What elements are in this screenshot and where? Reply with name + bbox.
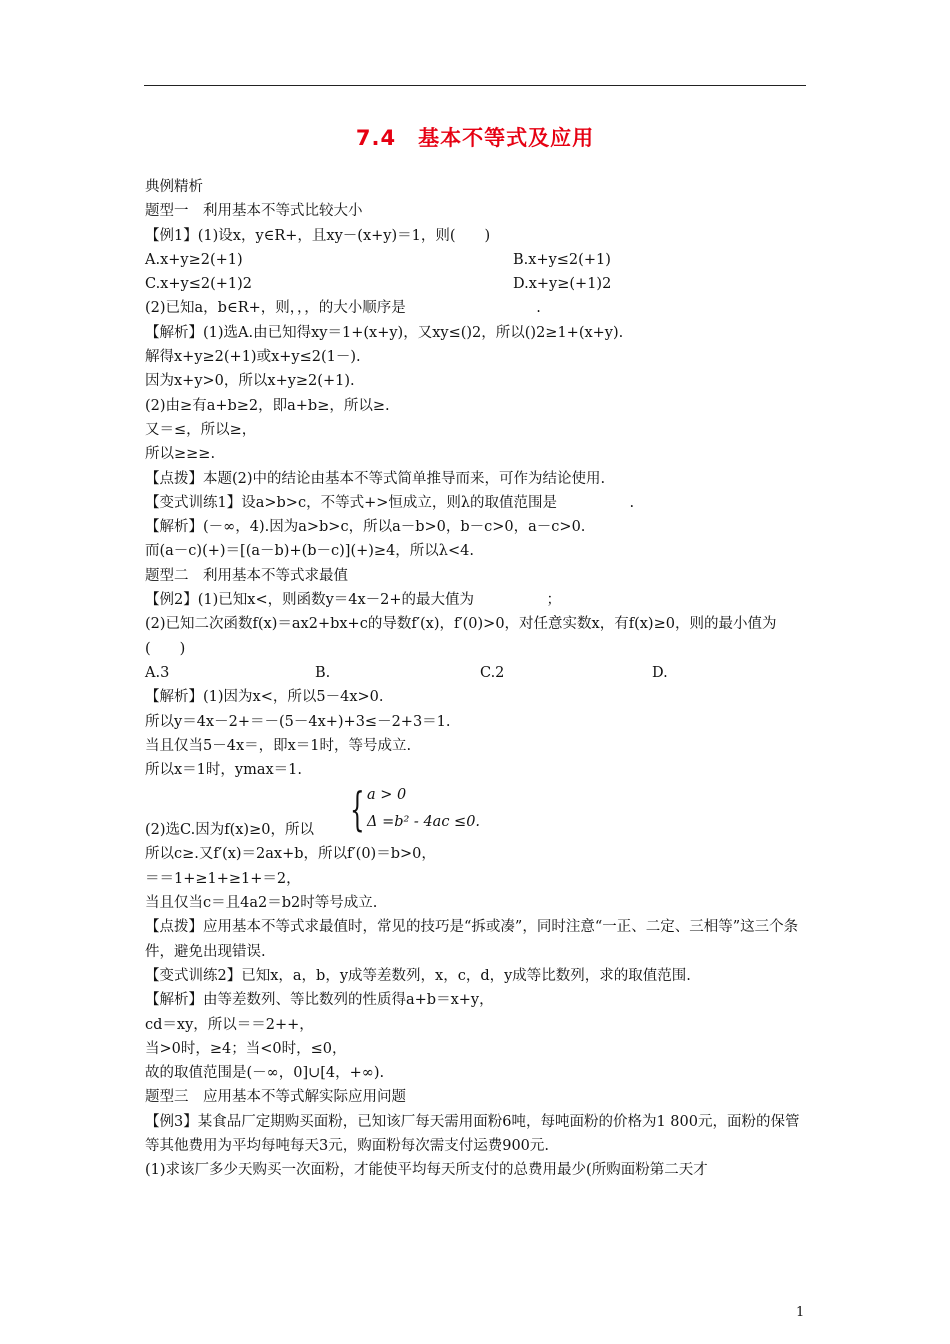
solution-line: 【解析】(－∞，4).因为a>b>c，所以a－b>0，b－c>0，a－c>0.: [145, 519, 586, 536]
example-1-part-2: (2)已知a，b∈R+，则，，，的大小顺序是 .: [145, 300, 541, 317]
solution-line: 因为x+y>0，所以x+y≥2(+1).: [145, 373, 355, 390]
example-3-question: 【例3】某食品厂定期购买面粉，已知该厂每天需用面粉6吨，每吨面粉的价格为1 800元，面粉的保管等其他费用为平均每吨每天3元，购面粉每次需支付运费900元.: [145, 1113, 800, 1154]
topic-three-heading: 题型三 应用基本不等式解实际应用问题: [145, 1089, 406, 1106]
example-2-part-2: (2)已知二次函数f(x)＝ax2+bx+c的导数f′(x)，f′(0)>0，对任意实数x，有f(x)≥0，则的最小值为( ): [145, 616, 777, 657]
example-3-part-1: (1)求该厂多少天购买一次面粉，才能使平均每天所支付的总费用最少(所购面粉第二天才: [145, 1162, 708, 1179]
option-c: C.2: [480, 664, 505, 681]
solution-line: 当且仅当5－4x＝，即x＝1时，等号成立.: [145, 737, 412, 754]
header-rule: [144, 85, 806, 86]
solution-line: 故的取值范围是(－∞，0]∪[4，+∞).: [145, 1065, 385, 1082]
option-a: A.x+y≥2(+1): [145, 251, 243, 268]
solution-line: cd＝xy，所以＝＝2++，: [145, 1016, 314, 1033]
inequality-system: [145, 782, 810, 842]
solution-line: 当>0时，≥4；当<0时，≤0，: [145, 1040, 347, 1057]
solution-line: 所以≥≥≥.: [145, 446, 216, 463]
left-brace: {: [350, 782, 365, 837]
system-lead-text: (2)选C.因为f(x)≥0，所以: [145, 822, 314, 839]
system-equation-2: Δ =b² - 4ac ≤0.: [367, 814, 481, 831]
document-body: [145, 175, 810, 1183]
solution-line: 【解析】(1)因为x<，所以5－4x>0.: [145, 689, 384, 706]
solution-line: 所以y＝4x－2+＝－(5－4x+)+3≤－2+3＝1.: [145, 713, 451, 730]
solution-line: (2)由≥有a+b≥2，即a+b≥，所以≥.: [145, 397, 390, 414]
heading-examples: 典例精析: [145, 179, 203, 195]
example-2-question: 【例2】(1)已知x<，则函数y＝4x－2+的最大值为 ；: [145, 592, 562, 609]
remark-line: 【点拨】应用基本不等式求最值时，常见的技巧是“拆或凑”，同时注意“一正、二定、三相等”这三个条件，避免出现错误.: [145, 919, 799, 960]
option-d: D.x+y≥(+1)2: [513, 276, 612, 293]
solution-line: ＝＝1+≥1+≥1+＝2，: [145, 870, 301, 887]
solution-line: 【解析】由等差数列、等比数列的性质得a+b＝x+y，: [145, 992, 494, 1009]
example-2-options: [145, 661, 810, 685]
section-title: 7.4 基本不等式及应用: [355, 126, 595, 150]
remark-line: 【点拨】本题(2)中的结论由基本不等式简单推导而来，可作为结论使用.: [145, 470, 606, 487]
option-b: B.x+y≤2(+1): [513, 251, 611, 268]
exercise-2: 【变式训练2】已知x，a，b，y成等差数列，x，c，d，y成等比数列，求的取值范围.: [145, 967, 691, 984]
solution-line: 所以c≥.又f′(x)＝2ax+b，所以f′(0)＝b>0，: [145, 846, 436, 863]
exercise-1: 【变式训练1】设a>b>c，不等式+>恒成立，则λ的取值范围是 .: [145, 494, 635, 511]
page-number: 1: [796, 1305, 805, 1320]
topic-one-heading: 题型一 利用基本不等式比较大小: [145, 203, 363, 220]
solution-line: 解得x+y≥2(+1)或x+y≤2(1－).: [145, 349, 361, 366]
option-a: A.3: [145, 664, 170, 681]
solution-line: 而(a－c)(+)＝[(a－b)+(b－c)](+)≥4，所以λ<4.: [145, 543, 474, 560]
solution-line: 【解析】(1)选A.由已知得xy＝1+(x+y)，又xy≤()2，所以()2≥1+(x+y).: [145, 324, 624, 341]
option-d: D.: [652, 664, 668, 681]
solution-line: 又＝≤，所以≥，: [145, 421, 257, 438]
topic-two-heading: 题型二 利用基本不等式求最值: [145, 567, 348, 584]
solution-line: 所以x＝1时，ymax＝1.: [145, 762, 303, 779]
option-c: C.x+y≤2(+1)2: [145, 276, 252, 293]
solution-line: 当且仅当c＝且4a2＝b2时等号成立.: [145, 895, 378, 912]
example-1-options-cd: [145, 272, 810, 296]
example-1-question: 【例1】(1)设x，y∈R+，且xy－(x+y)＝1，则( ): [145, 227, 491, 244]
system-equation-1: a > 0: [367, 787, 407, 804]
option-b: B.: [315, 664, 331, 681]
example-1-options-ab: [145, 248, 810, 272]
